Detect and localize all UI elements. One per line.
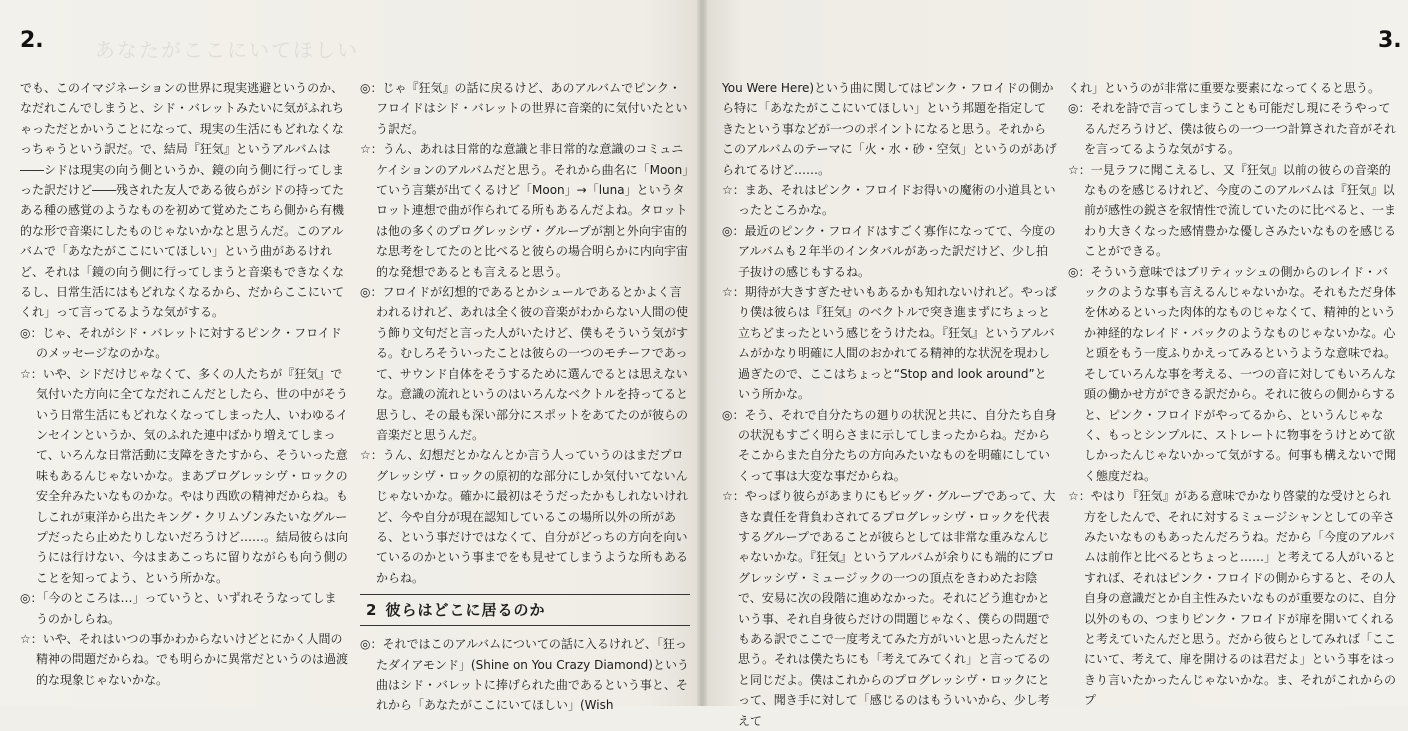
- dialogue-paragraph: ☆：まあ、それはピンク・フロイドお得いの魔術の小道具といったところかな。: [722, 183, 1056, 218]
- dialogue-paragraph: ◎：じゃ、それがシド・バレットに対するピンク・フロイドのメッセージなのかな。: [20, 325, 342, 361]
- dialogue-paragraph: ☆：いや、シドだけじゃなくて、多くの人たちが『狂気』で気付いた方向に全てなだれこんだとしたら、世の中がそういう日常生活にもどれなくなってしまった人、いわゆるインセインというか、気のふれた連中ばかり増えてしまって、いろんな日常活動に支障をきたすから、そういった意味もあるんじゃないかな。まあプログレッシヴ・ロックの安全弁みたいなものかな。やはり西欧の精神だからね。もしこれが東洋から出たキング・クリムゾンみたいなグループだったら止めたりしないだろうけど……。結局彼らは向うには行けない、今はまあこっちに留りながらも向う側のことを知ってよう、という所かな。: [20, 366, 348, 585]
- body-paragraph: でも、このイマジネーションの世界に現実逃避というのか、なだれこんでしまうと、シド・バレットみたいに気がふれちゃっただとかいうことになって、現実の生活にもどれなくなっちゃうという訳だ。で、結局『狂気』というアルバムは――シドは現実の向う側というか、鏡の向う側に行ってしまった訳だけど――残された友人である彼らがシドの持ってたある種の感覚のようなものを初めて覚めたこちら側から有機的な形で音楽にしたものじゃないかなと思うんだ。このアルバムで「あなたがここにいてほしい」という曲があるけれど、それは「鏡の向う側に行ってしまうと音楽もできなくなるし、日常生活にはもどれなくなるから、だからここにいてくれ」って言ってるような気がする。: [20, 81, 345, 320]
- dialogue-paragraph: ◎：それではこのアルバムについての話に入るけれど、「狂ったダイアモンド」(Shine on You Crazy Diamond)という曲はシド・バレットに捧げられた曲であるという事と、それから「あなたがここにいてほしい」(Wish: [360, 637, 689, 713]
- dialogue-paragraph: ☆：一見ラフに聞こえるし、又『狂気』以前の彼らの音楽的なものを感じるけれど、今度のこのアルバムは『狂気』以前が感性の鋭さを叙情性で流していたのに比べると、一まわり大きくなった感情豊かな優しさみたいなものを感じることができる。: [1068, 162, 1396, 259]
- section-heading: [360, 594, 690, 626]
- dialogue-paragraph: ◎：そう、それで自分たちの廻りの状況と共に、自分たち自身の状況もすごく明らさまに示してしまったからね。だからそこからまた自分たちの方向みたいなものを明確にしていくって事は大変な事だからね。: [722, 407, 1057, 483]
- body-paragraph: くれ」というのが非常に重要な要素になってくると思う。: [1068, 81, 1381, 95]
- dialogue-paragraph: ☆：やっぱり彼らがあまりにもビッグ・グループであって、大きな責任を背負わされてるプログレッシヴ・ロックを代表するグループであることが彼らとしては非常な重みなんじゃないかな。『狂気』というアルバムが余りにも端的にプログレッシヴ・ミュージックの一つの頂点をきわめたお陰で、安易に次の段階に進めなかった。それにどう進むかという事、それ自身彼らだけの問題じゃなく、僕らの問題でもある訳でここで一度考えてみた方がいいと思ったんだと思う。それは僕たちにも「考えてみてくれ」と言ってるのと同じだよ。僕はこれからのプログレッシヴ・ロックにとって、聞き手に対して「感じるのはもういいから、少し考えて: [722, 489, 1056, 728]
- dialogue-paragraph: ◎：「今のところは…」っていうと、いずれそうなってしまうのかしらね。: [20, 591, 337, 626]
- dialogue-paragraph: ☆：うん、あれは日常的な意識と非日常的な意識のコミュニケイションのアルバムだと思う。それから曲名に「Moon」ていう言葉が出てくるけど「Moon」→「luna」というタロット連想で曲が作られてる所もあるんだよね。タロットは他の多くのプログレッシヴ・グループが割と外向宇宙的な思考をしてたのと比べると彼らの場合明らかに内向宇宙的な発想であるとも言えると思う。: [360, 142, 689, 279]
- book-gutter: [697, 0, 707, 706]
- text-column-3: [722, 78, 1057, 731]
- text-column-2: [360, 78, 690, 716]
- page-number-left: 2.: [20, 28, 44, 53]
- dialogue-paragraph: ☆：いや、それはいつの事かわからないけどとにかく人間の精神の問題だからね。でも明らかに異常だというのは過渡的な現象じゃないかな。: [20, 631, 348, 687]
- section-number: 2: [366, 601, 378, 620]
- section-title: 彼らはどこに居るのか: [385, 601, 546, 620]
- dialogue-paragraph: ☆：期待が大きすぎたせいもあるかも知れないけれど。やっぱり僕は彼らは『狂気』のベクトルで突き進まずにちょっと立ちどまったという感じをうけたね。『狂気』というアルバムがかなり明確に人間のおかれてる精神的な状況を現わし過ぎたので、ここはちょっと“Stop and look around”という所かな。: [722, 285, 1057, 402]
- page-number-right: 3.: [1378, 28, 1402, 53]
- text-column-1: [20, 78, 348, 690]
- dialogue-paragraph: ☆：うん、幻想だとかなんとか言う人っていうのはまだプログレッシヴ・ロックの原初的な部分にしか気付いてないんじゃないかな。確かに最初はそうだったかもしれないけれど、今や自分が現在認知しているこの場所以外の所がある、という事だけではなくて、自分がどっちの方向を向いているのかという事までをも見せてしまうような所もあるからね。: [360, 448, 689, 585]
- dialogue-paragraph: ◎：フロイドが幻想的であるとかシュールであるとかよく言われるけれど、あれは全く彼の音楽がわからない人間の使う飾り文句だと言った人がいたけど、僕もそういう気がする。むしろそういったことは彼らの一つのモチーフであって、サウンド自体をそうするために選んでるとは思えないな。意識の流れというのはいろんなベクトルを持ってると思うし、その最も深い部分にスポットをあてたのが彼らの音楽だと思うんだ。: [360, 285, 689, 442]
- dialogue-paragraph: ◎：じゃ『狂気』の話に戻るけど、あのアルバムでピンク・フロイドはシド・バレットの世界に音楽的に気付いたという訳だ。: [360, 81, 688, 136]
- dialogue-paragraph: ◎：それを詩で言ってしまうことも可能だし現にそうやってるんだろうけど、僕は彼らの一つ一つ計算された音がそれを言ってるような気がする。: [1068, 101, 1396, 157]
- body-paragraph: You Were Here)という曲に関してはピンク・フロイドの側から特に「あなたがここにいてほしい」という邦題を指定してきたという事などが一つのポイントになると思う。それからこのアルバムのテーマに「火・水・砂・空気」というのがあげられてるけど……。: [722, 81, 1057, 177]
- dialogue-paragraph: ☆：やはり『狂気』がある意味でかなり啓蒙的な受けとられ方をしたんで、それに対するミュージシャンとしての辛さみたいなものもあったんだろうね。だから「今度のアルバムは前作と比べるとちょっと……」と考えてる人がいるとすれば、それはピンク・フロイドの側からすると、その人自身の意識だとか自主性みたいなものが重要なのに、自分以外のもの、つまりピンク・フロイドが扉を開いてくれると考えていたんだと思う。だから彼らとしてみれば「ここにいて、考えて、扉を開けるのは君だよ」という事をはっきり言いたかったんじゃないかな。ま、それがこれからのプ: [1068, 489, 1396, 708]
- dialogue-paragraph: ◎：そういう意味ではブリティッシュの側からのレイド・バックのような事も言えるんじゃないかな。それもただ身体を休めるといった肉体的なものじゃなくて、精神的というか神経的なレイド・バックのようなものじゃないかな。心と頭をもう一度ふりかえってみるというような意味でね。そしていろんな事を考える、一つの音に対してもいろんな頭の働かせ方ができる訳だから。それに彼らの側からすると、ピンク・フロイドがやってるから、というんじゃなく、もっとシンプルに、ストレートに物事をうけとめて欲しかったんじゃないかって気がする。何事も構えないで聞く態度だね。: [1068, 264, 1396, 483]
- show-through-heading: あなたがここにいてほしい: [95, 38, 359, 62]
- dialogue-paragraph: ◎：最近のピンク・フロイドはすごく寡作になってて、今度のアルバムも２年半のインタバルがあった訳だけど、少し拍子抜けの感じもするね。: [722, 223, 1056, 279]
- text-column-4: [1068, 78, 1396, 711]
